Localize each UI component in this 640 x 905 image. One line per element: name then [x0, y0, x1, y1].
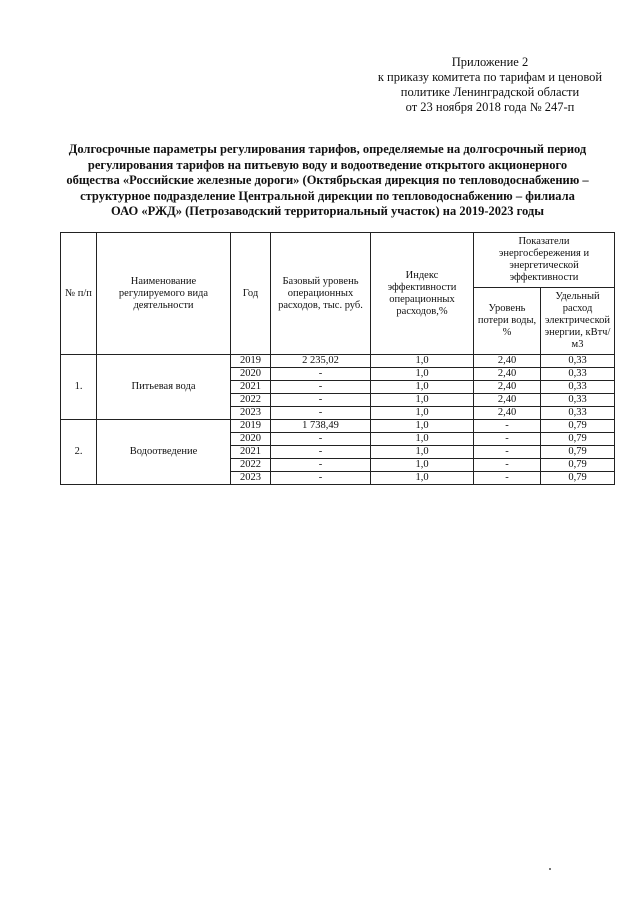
title-line: общества «Российские железные дороги» (Октябрьская дирекция по тепловодоснабжению –: [66, 173, 589, 187]
cell-specific: 0,33: [541, 381, 615, 394]
cell-losses: 2,40: [474, 355, 541, 368]
document-title: [60, 142, 595, 220]
title-line: Долгосрочные параметры регулирования тарифов, определяемые на долгосрочный период: [68, 142, 587, 156]
cell-losses: -: [474, 420, 541, 433]
cell-base: -: [271, 472, 371, 485]
cell-index: 1,0: [371, 459, 474, 472]
scan-speck: [549, 868, 551, 870]
cell-year: 2019: [231, 420, 271, 433]
table-row: [61, 420, 615, 433]
title-line: ОАО «РЖД» (Петрозаводский территориальный участок) на 2019-2023 годы: [111, 204, 544, 218]
title-line: регулирования тарифов на питьевую воду и водоотведение открытого акционерного: [87, 157, 568, 172]
cell-year: 2021: [231, 381, 271, 394]
appendix-note: [360, 55, 620, 115]
cell-specific: 0,33: [541, 355, 615, 368]
cell-base: -: [271, 381, 371, 394]
cell-year: 2022: [231, 394, 271, 407]
header-base-level: Базовый уровень операционных расходов, тыс. руб.: [271, 233, 371, 355]
cell-index: 1,0: [371, 420, 474, 433]
cell-base: -: [271, 459, 371, 472]
cell-base: -: [271, 433, 371, 446]
appendix-line: к приказу комитета по тарифам и ценовой: [377, 70, 603, 84]
cell-specific: 0,33: [541, 394, 615, 407]
appendix-line: Приложение 2: [451, 55, 529, 69]
cell-year: 2020: [231, 433, 271, 446]
cell-year: 2021: [231, 446, 271, 459]
cell-losses: 2,40: [474, 407, 541, 420]
cell-index: 1,0: [371, 381, 474, 394]
activity-name: Питьевая вода: [97, 355, 231, 420]
cell-base: -: [271, 446, 371, 459]
cell-specific: 0,79: [541, 472, 615, 485]
cell-year: 2019: [231, 355, 271, 368]
cell-base: 2 235,02: [271, 355, 371, 368]
activity-name: Водоотведение: [97, 420, 231, 485]
cell-index: 1,0: [371, 472, 474, 485]
cell-index: 1,0: [371, 407, 474, 420]
cell-base: -: [271, 394, 371, 407]
group-number: 1.: [61, 355, 97, 420]
cell-base: 1 738,49: [271, 420, 371, 433]
cell-losses: -: [474, 446, 541, 459]
appendix-line: от 23 ноября 2018 года № 247-п: [405, 100, 575, 114]
cell-losses: -: [474, 433, 541, 446]
tariff-parameters-table: [60, 232, 615, 485]
cell-losses: 2,40: [474, 394, 541, 407]
cell-index: 1,0: [371, 355, 474, 368]
cell-specific: 0,33: [541, 407, 615, 420]
cell-index: 1,0: [371, 446, 474, 459]
cell-specific: 0,33: [541, 368, 615, 381]
group-number: 2.: [61, 420, 97, 485]
cell-specific: 0,79: [541, 446, 615, 459]
cell-index: 1,0: [371, 368, 474, 381]
cell-index: 1,0: [371, 394, 474, 407]
cell-year: 2022: [231, 459, 271, 472]
cell-year: 2023: [231, 472, 271, 485]
cell-specific: 0,79: [541, 420, 615, 433]
cell-losses: 2,40: [474, 368, 541, 381]
cell-specific: 0,79: [541, 459, 615, 472]
cell-specific: 0,79: [541, 433, 615, 446]
header-efficiency-index: Индекс эффективности операционных расходов,%: [371, 233, 474, 355]
cell-base: -: [271, 407, 371, 420]
cell-index: 1,0: [371, 433, 474, 446]
header-water-losses: Уровень потери воды, %: [474, 288, 541, 355]
cell-year: 2020: [231, 368, 271, 381]
header-num: № п/п: [61, 233, 97, 355]
header-energy-group: Показатели энергосбережения и энергетической эффективности: [474, 233, 615, 288]
cell-losses: -: [474, 472, 541, 485]
cell-losses: -: [474, 459, 541, 472]
header-year: Год: [231, 233, 271, 355]
header-specific-consumption: Удельный расход электрической энергии, кВтч/м3: [541, 288, 615, 355]
cell-year: 2023: [231, 407, 271, 420]
cell-base: -: [271, 368, 371, 381]
table-row: [61, 355, 615, 368]
appendix-line: политике Ленинградской области: [400, 85, 580, 99]
header-activity: Наименование регулируемого вида деятельности: [97, 233, 231, 355]
cell-losses: 2,40: [474, 381, 541, 394]
title-line: структурное подразделение Центральной дирекции по тепловодоснабжению – филиала: [80, 188, 575, 203]
